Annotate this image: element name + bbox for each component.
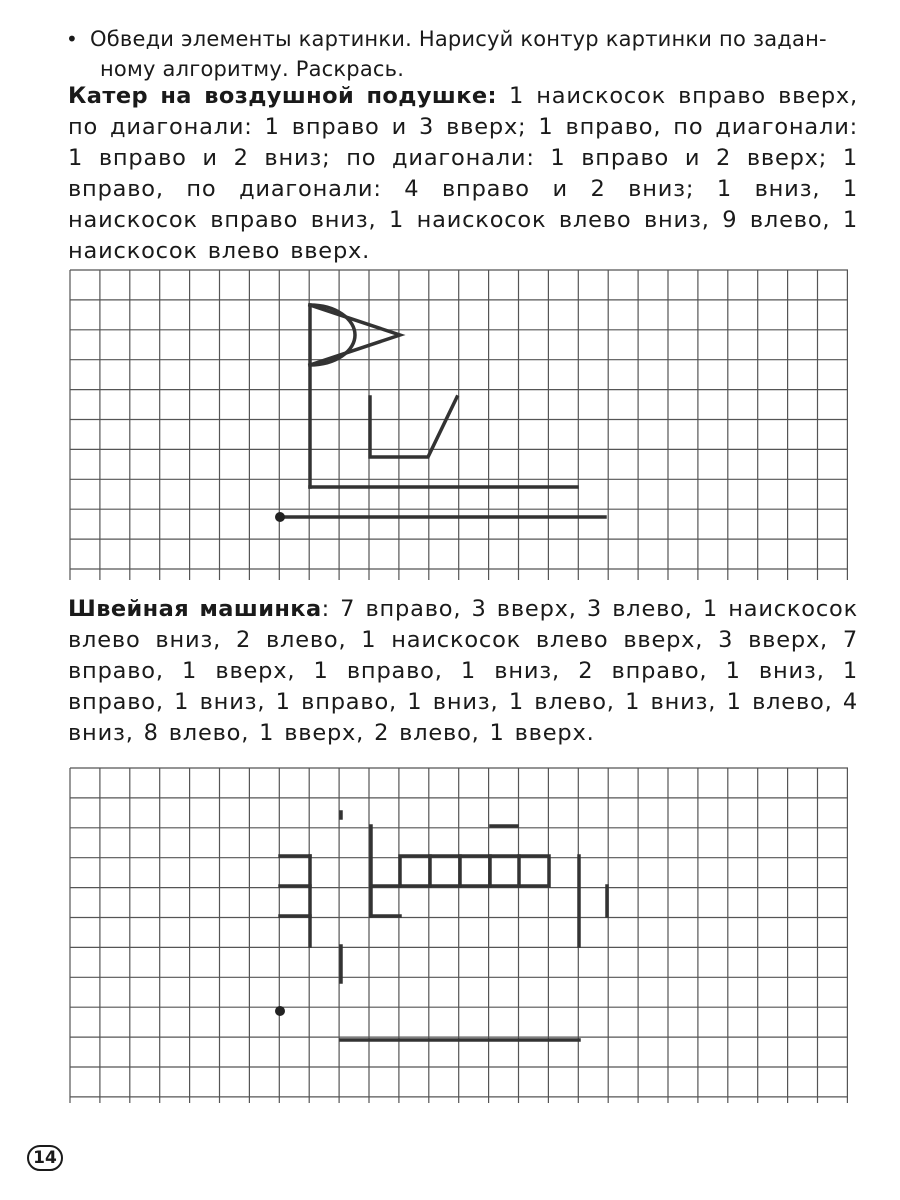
task-hovercraft-algorithm: 1 наискосок вправо вверх, по диагонали: 1 вправо и 3 вверх; 1 вправо, по диагонали: 1 вправо и 2 вниз; по диагонали: 1 вправо и 2 вверх; 1 вправо, по диагонали: 4 вправо и 2 вниз; 1 вниз, 1 наискосок вправо вниз, 1 наискосок влево вниз, 9 влево, 1 наискосок влево вверх. xyxy=(68,83,858,264)
task-hovercraft-title: Катер на воздушной подушке: xyxy=(68,83,497,109)
sewing-machine-drawing xyxy=(280,812,607,1040)
instruction-line-1: • Обведи элементы картинки. Нарисуй контур картинки по задан- xyxy=(66,27,827,51)
page-number: 14 xyxy=(27,1145,63,1171)
task-sewing-machine-title: Швейная машинка xyxy=(68,596,322,622)
instruction-line-2: ному алгоритму. Раскрась. xyxy=(100,57,405,81)
bullet: • xyxy=(66,27,78,51)
sm-keys xyxy=(400,856,549,886)
task-sewing-machine-algorithm: : 7 вправо, 3 вверх, 3 влево, 1 наискосок влево вниз, 2 влево, 1 наискосок влево вверх, 3 вверх, 7 вправо, 1 вверх, 1 вправо, 1 вниз, 2 вправо, 1 вниз, 1 вправо, 1 вниз, 1 вправо, 1 вниз, 1 влево, 1 вниз, 1 влево, 4 вниз, 8 влево, 1 вверх, 2 влево, 1 вверх. xyxy=(68,596,858,746)
start-dot xyxy=(275,1006,285,1016)
